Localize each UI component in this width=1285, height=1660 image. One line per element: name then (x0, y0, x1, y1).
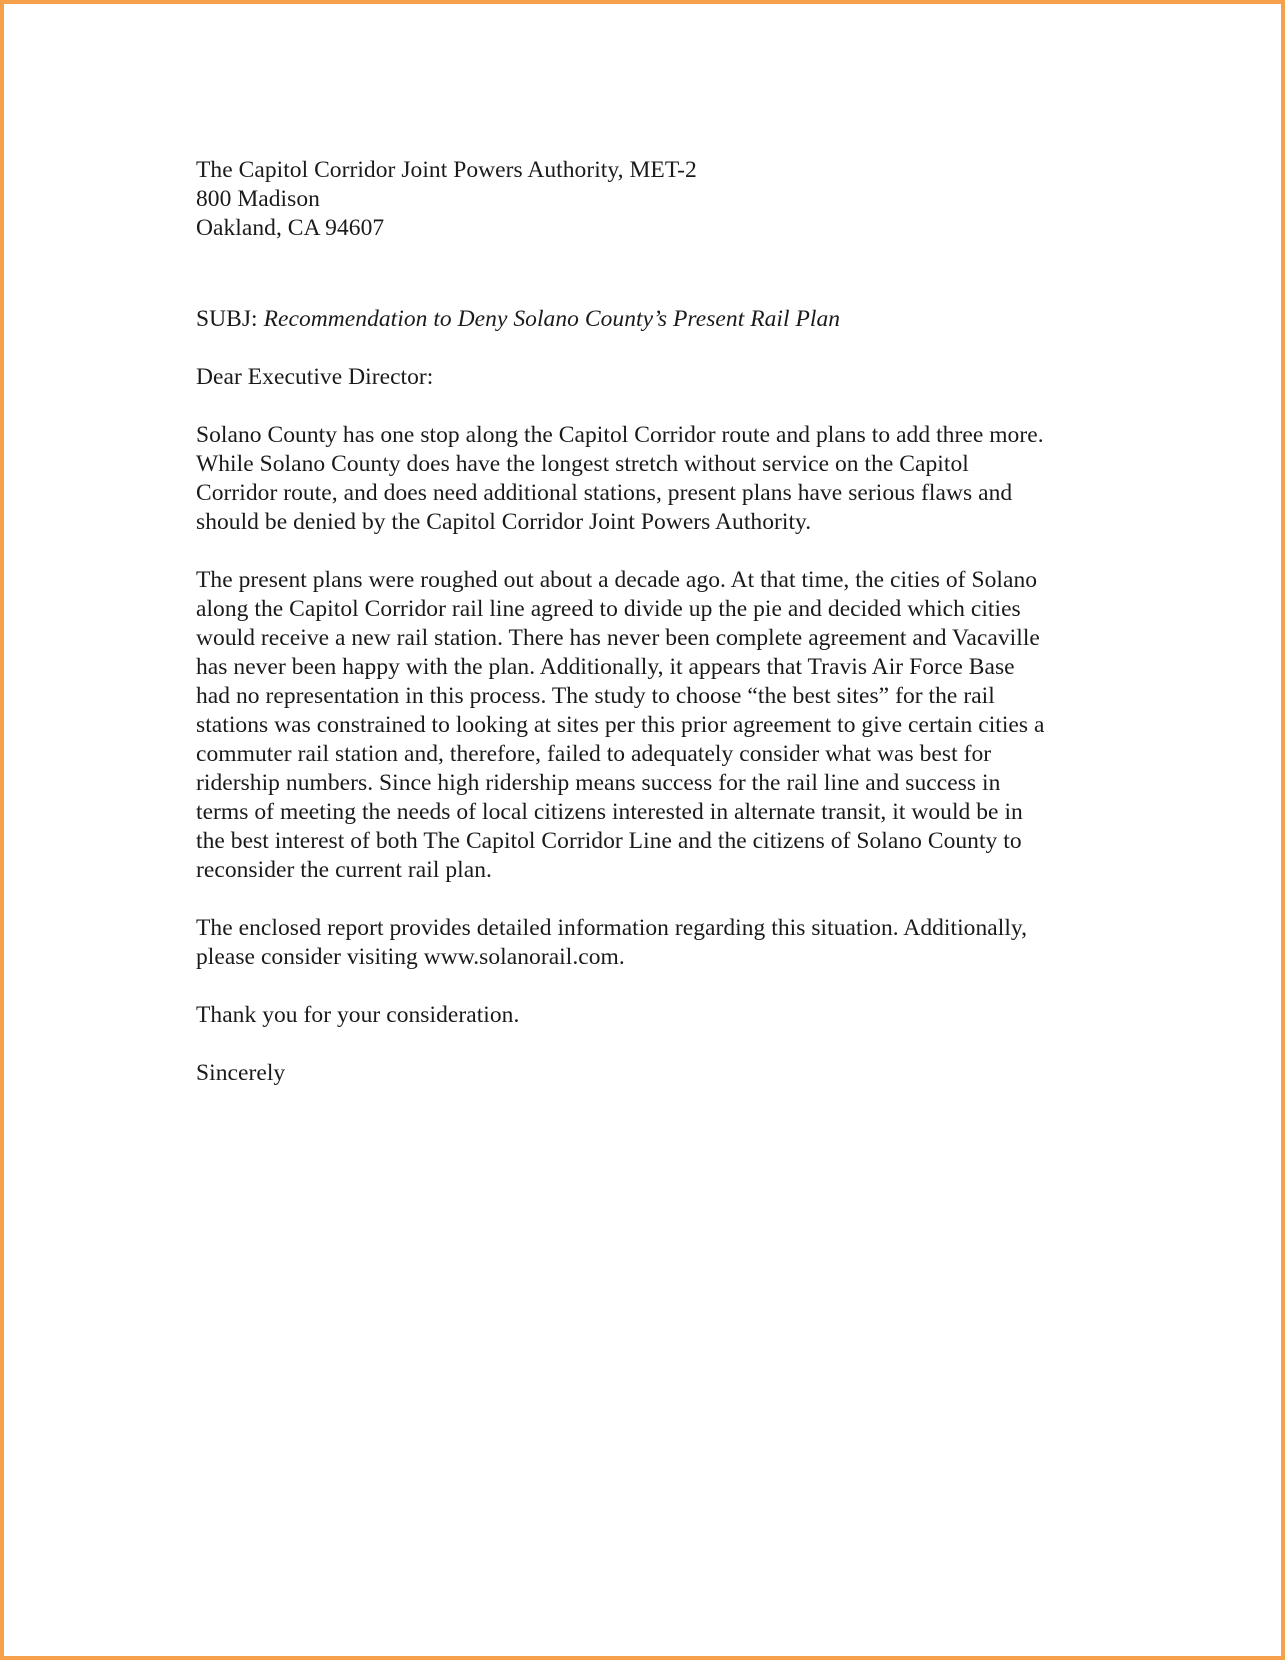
paragraph-1 (196, 421, 1126, 537)
signoff: Sincerely (196, 1060, 286, 1086)
paragraph-line: While Solano County does have the longest stretch without service on the Capitol (196, 451, 969, 477)
paragraph-line: along the Capitol Corridor rail line agreed to divide up the pie and decided which cities (196, 596, 1021, 622)
paragraph-line: The present plans were roughed out about a decade ago. At that time, the cities of Solano (196, 567, 1038, 593)
address-line: The Capitol Corridor Joint Powers Authority, MET-2 (196, 157, 697, 183)
paragraph-2 (196, 566, 1126, 885)
paragraph-line: please consider visiting www.solanorail.com. (196, 944, 625, 970)
paragraph-line: Solano County has one stop along the Capitol Corridor route and plans to add three more. (196, 422, 1044, 448)
paragraph-line: commuter rail station and, therefore, failed to adequately consider what was best for (196, 741, 992, 767)
paragraph-line: has never been happy with the plan. Additionally, it appears that Travis Air Force Base (196, 654, 1015, 680)
address-line: Oakland, CA 94607 (196, 215, 385, 241)
paragraph-line: terms of meeting the needs of local citizens interested in alternate transit, it would be in (196, 799, 1023, 825)
paragraph-line: had no representation in this process. The study to choose “the best sites” for the rail (196, 683, 995, 709)
paragraph-line: stations was constrained to looking at sites per this prior agreement to give certain cities a (196, 712, 1045, 738)
paragraph-line: the best interest of both The Capitol Corridor Line and the citizens of Solano County to (196, 828, 1022, 854)
letter-body (196, 156, 1126, 1088)
paragraph-line: should be denied by the Capitol Corridor Joint Powers Authority. (196, 509, 812, 535)
subject-line (196, 305, 1126, 334)
paragraph-3 (196, 914, 1126, 972)
subject-text: Recommendation to Deny Solano County’s Present Rail Plan (263, 306, 841, 332)
paragraph-line: ridership numbers. Since high ridership means success for the rail line and success in (196, 770, 1001, 796)
paragraph-line: Corridor route, and does need additional stations, present plans have serious flaws and (196, 480, 1013, 506)
recipient-address (196, 156, 1126, 243)
closing-line: Thank you for your consideration. (196, 1002, 520, 1028)
subject-label: SUBJ: (196, 306, 264, 332)
paragraph-line: The enclosed report provides detailed information regarding this situation. Additionally, (196, 915, 1028, 941)
paragraph-line: reconsider the current rail plan. (196, 857, 492, 883)
paragraph-line: would receive a new rail station. There has never been complete agreement and Vacaville (196, 625, 1040, 651)
salutation: Dear Executive Director: (196, 364, 434, 390)
address-line: 800 Madison (196, 186, 320, 212)
